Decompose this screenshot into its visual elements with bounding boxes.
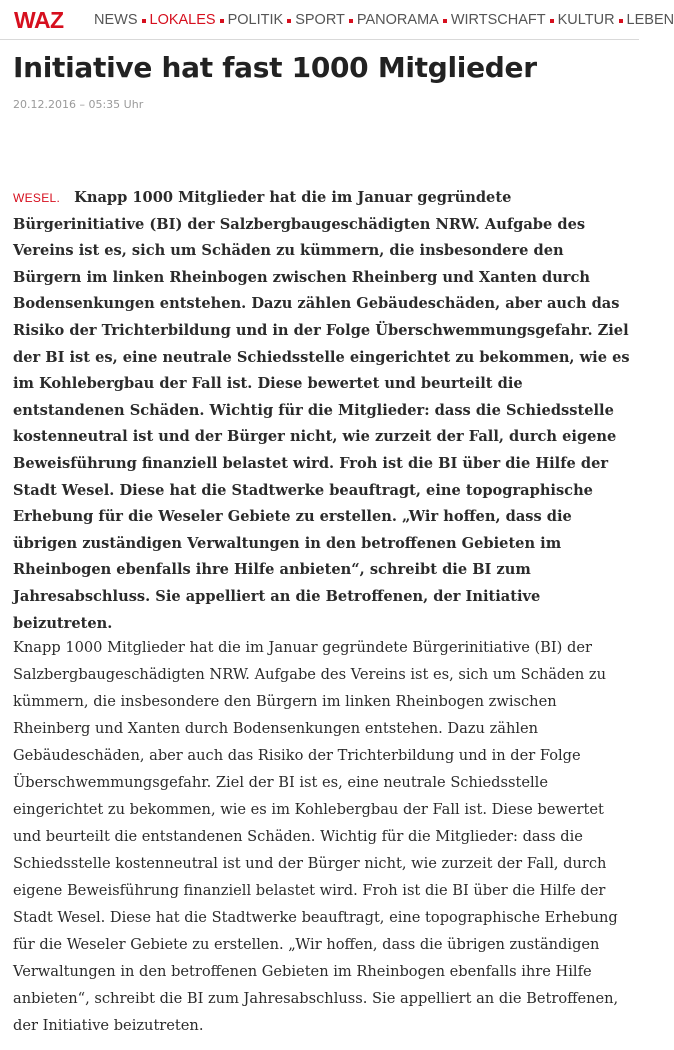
nav-item-label: SPORT <box>295 12 345 28</box>
nav-item-sport[interactable] <box>283 11 345 29</box>
nav-separator-square <box>220 19 224 23</box>
nav-item-politik[interactable] <box>216 11 284 29</box>
publish-date: 20.12.2016 – 05:35 Uhr <box>13 98 144 111</box>
lead-text: Knapp 1000 Mitglieder hat die im Januar gegründete Bürgerinitiative (BI) der Salzbergbaugeschädigten NRW. Aufgabe des Vereins ist es, sich um Schäden zu kümmern, die insbesondere den Bürgern im linken Rheinbogen zwischen Rheinberg und Xanten durch Bodensenkungen entstehen. Dazu zählen Gebäudeschäden, aber auch das Risiko der Trichterbildung und in der Folge Überschwemmungsgefahr. Ziel der BI ist es, eine neutrale Schiedsstelle eingerichtet zu bekommen, wie es im Kohlebergbau der Fall ist. Diese bewertet und beurteilt die entstandenen Schäden. Wichtig für die Mitglieder: dass die Schiedsstelle kostenneutral ist und der Bürger nicht, wie zurzeit der Fall, durch eigene Beweisführung finanziell belastet wird. Froh ist die BI über die Hilfe der Stadt Wesel. Diese hat die Stadtwerke beauftragt, eine topographische Erhebung für die Weseler Gebiete zu erstellen. „Wir hoffen, dass die übrigen zuständigen Verwaltungen in den betroffenen Gebieten im Rheinbogen ebenfalls ihre Hilfe anbieten“, schreibt die BI zum Jahresabschluss. Sie appelliert an die Betroffenen, der Initiative beizutreten. <box>13 189 630 632</box>
article-lead <box>13 185 635 637</box>
nav-item-lokales[interactable] <box>138 11 216 29</box>
nav-item-label: WIRTSCHAFT <box>450 12 546 28</box>
nav-separator-square <box>287 19 291 23</box>
waz-logo[interactable]: WAZ <box>14 7 64 33</box>
nav-item-label: KULTUR <box>557 12 615 28</box>
nav-item-label: NEWS <box>94 12 138 28</box>
nav-item-kultur[interactable] <box>546 11 615 29</box>
dateline: WESEL. <box>13 191 61 205</box>
nav-item-label: POLITIK <box>227 12 284 28</box>
nav-separator-square <box>349 19 353 23</box>
article-headline: Initiative hat fast 1000 Mitglieder <box>13 51 537 84</box>
article-body: Knapp 1000 Mitglieder hat die im Januar gegründete Bürgerinitiative (BI) der Salzbergbaugeschädigten NRW. Aufgabe des Vereins ist es, sich um Schäden zu kümmern, die insbesondere den Bürgern im linken Rheinbogen zwischen Rheinberg und Xanten durch Bodensenkungen entstehen. Dazu zählen Gebäudeschäden, aber auch das Risiko der Trichterbildung und in der Folge Überschwemmungsgefahr. Ziel der BI ist es, eine neutrale Schiedsstelle eingerichtet zu bekommen, wie es im Kohlebergbau der Fall ist. Diese bewertet und beurteilt die entstandenen Schäden. Wichtig für die Mitglieder: dass die Schiedsstelle kostenneutral ist und der Bürger nicht, wie zurzeit der Fall, durch eigene Beweisführung finanziell belastet wird. Froh ist die BI über die Hilfe der Stadt Wesel. Diese hat die Stadtwerke beauftragt, eine topographische Erhebung für die Weseler Gebiete zu erstellen. „Wir hoffen, dass die übrigen zuständigen Verwaltungen in den betroffenen Gebieten im Rheinbogen ebenfalls ihre Hilfe anbieten“, schreibt die BI zum Jahresabschluss. Sie appelliert an die Betroffenen, der Initiative beizutreten. <box>13 639 619 1034</box>
nav-item-label: PANORAMA <box>356 12 439 28</box>
nav-item-panorama[interactable] <box>345 11 439 29</box>
nav-separator-square <box>443 19 447 23</box>
nav-item-news[interactable] <box>94 11 138 29</box>
nav-item-label: LOKALES <box>149 12 216 28</box>
top-navigation <box>0 0 674 40</box>
nav-item-wirtschaft[interactable] <box>439 11 546 29</box>
nav-item-label: LEBEN <box>626 12 674 28</box>
nav-menu <box>94 11 674 29</box>
nav-item-leben[interactable] <box>615 11 674 29</box>
nav-separator-square <box>550 19 554 23</box>
nav-separator-square <box>619 19 623 23</box>
nav-separator-square <box>142 19 146 23</box>
